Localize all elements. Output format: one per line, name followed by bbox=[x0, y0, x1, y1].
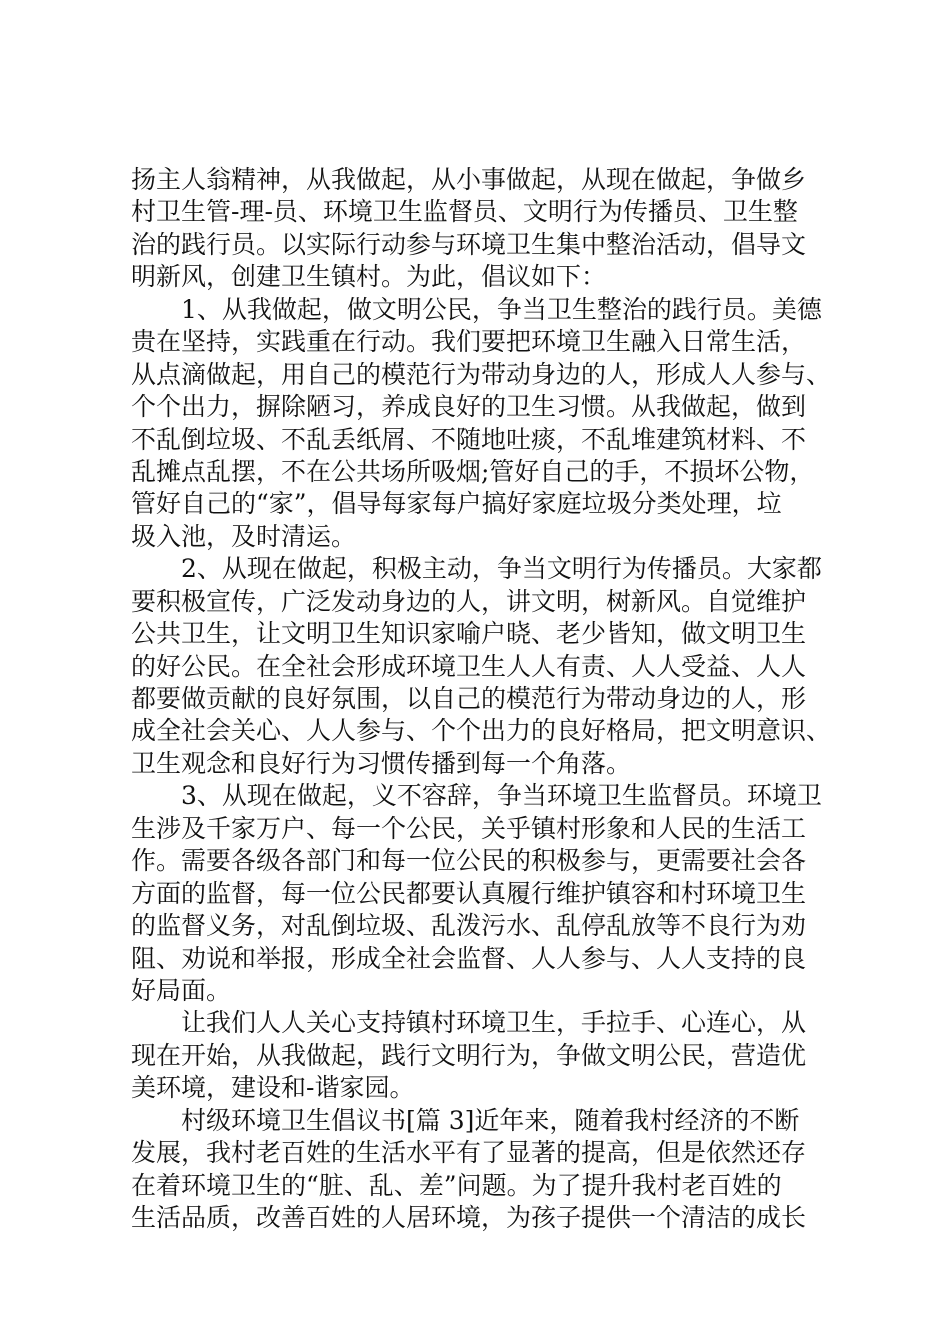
text-line: 村卫生管-理-员、环境卫生监督员、文明行为传播员、卫生整 bbox=[131, 197, 798, 227]
text-line: 1、从我做起，做文明公民，争当卫生整治的践行员。美德 bbox=[181, 294, 822, 324]
text-line: 都要做贡献的良好氛围，以自己的模范行为带动身边的人，形 bbox=[131, 684, 807, 713]
text-line: 村级环境卫生倡议书[篇 3]近年来，随着我村经济的不断 bbox=[181, 1105, 800, 1135]
text-line: 不乱倒垃圾、不乱丢纸屑、不随地吐痰，不乱堆建筑材料、不 bbox=[131, 424, 807, 454]
text-line: 的好公民。在全社会形成环境卫生人人有责、人人受益、人人 bbox=[131, 651, 807, 681]
text-line: 阻、劝说和举报，形成全社会监督、人人参与、人人支持的良 bbox=[131, 943, 807, 973]
text-line: 美环境，建设和-谐家园。 bbox=[131, 1073, 415, 1103]
text-line: 要积极宣传，广泛发动身边的人，讲文明，树新风。自觉维护 bbox=[131, 586, 807, 616]
text-line: 好局面。 bbox=[131, 975, 232, 1005]
text-line: 让我们人人关心支持镇村环境卫生，手拉手、心连心，从 bbox=[181, 1008, 807, 1038]
text-line: 个个出力，摒除陋习，养成良好的卫生习惯。从我做起，做到 bbox=[131, 392, 807, 422]
text-line: 成全社会关心、人人参与、个个出力的良好格局，把文明意识、 bbox=[131, 716, 832, 746]
text-line: 在着环境卫生的“脏、乱、差”问题。为了提升我村老百姓的 bbox=[131, 1170, 782, 1200]
text-line: 贵在坚持，实践重在行动。我们要把环境卫生融入日常生活， bbox=[131, 327, 807, 357]
text-line: 的监督义务，对乱倒垃圾、乱泼污水、乱停乱放等不良行为劝 bbox=[131, 911, 807, 941]
text-line: 治的践行员。以实际行动参与环境卫生集中整治活动，倡导文 bbox=[131, 229, 807, 259]
text-line: 乱摊点乱摆，不在公共场所吸烟;管好自己的手，不损坏公物， bbox=[131, 456, 815, 486]
text-line: 公共卫生，让文明卫生知识家喻户晓、老少皆知，做文明卫生 bbox=[131, 619, 807, 649]
document-body bbox=[131, 164, 831, 1234]
text-line: 2、从现在做起，积极主动，争当文明行为传播员。大家都 bbox=[181, 554, 822, 584]
text-line: 生涉及千家万户、每一个公民，关乎镇村形象和人民的生活工 bbox=[131, 813, 807, 843]
text-line: 方面的监督，每一位公民都要认真履行维护镇容和村环境卫生 bbox=[131, 878, 807, 908]
text-line: 扬主人翁精神，从我做起，从小事做起，从现在做起，争做乡 bbox=[131, 165, 807, 194]
text-line: 从点滴做起，用自己的模范行为带动身边的人，形成人人参与、 bbox=[131, 359, 832, 389]
text-line: 卫生观念和良好行为习惯传播到每一个角落。 bbox=[131, 748, 632, 778]
text-line: 圾入池，及时清运。 bbox=[131, 521, 357, 551]
text-line: 明新风，创建卫生镇村。为此，倡议如下： bbox=[131, 262, 607, 292]
text-line: 作。需要各级各部门和每一位公民的积极参与，更需要社会各 bbox=[131, 846, 807, 876]
text-line: 生活品质，改善百姓的人居环境，为孩子提供一个清洁的成长 bbox=[131, 1203, 807, 1232]
text-line: 管好自己的“家”，倡导每家每户搞好家庭垃圾分类处理，垃 bbox=[131, 489, 782, 519]
text-line: 3、从现在做起，义不容辞，争当环境卫生监督员。环境卫 bbox=[181, 781, 822, 811]
text-line: 现在开始，从我做起，践行文明行为，争做文明公民，营造优 bbox=[131, 1040, 807, 1070]
text-line: 发展，我村老百姓的生活水平有了显著的提高，但是依然还存 bbox=[131, 1138, 807, 1168]
